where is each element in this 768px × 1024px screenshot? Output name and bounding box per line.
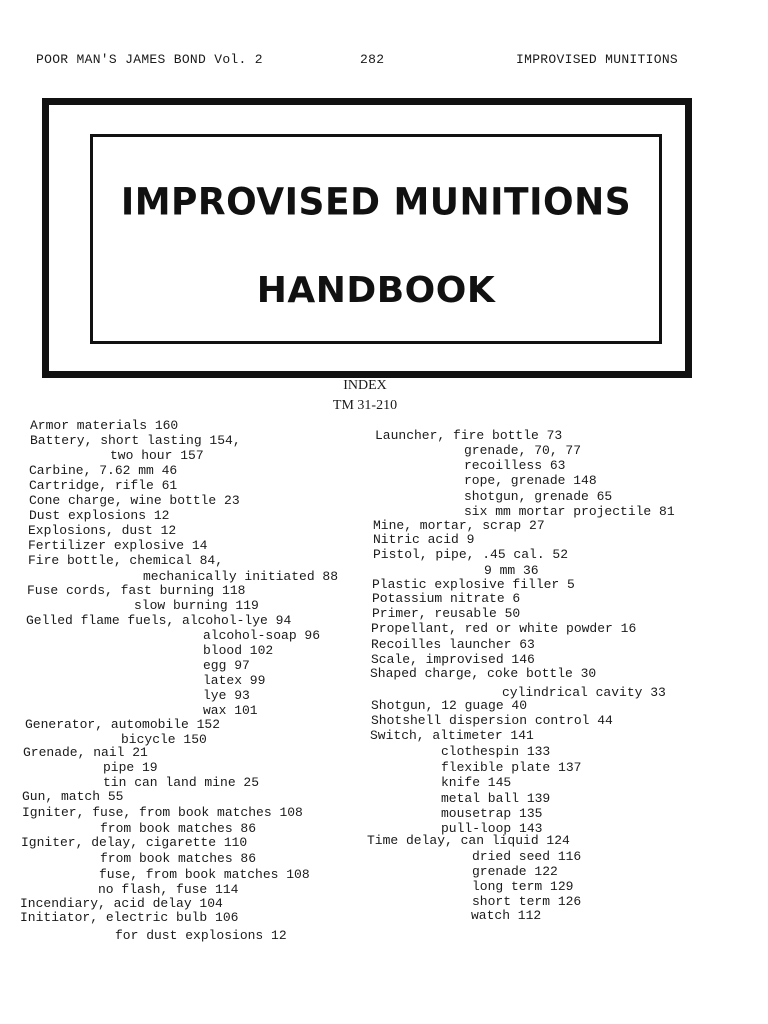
index-entry: Propellant, red or white powder 16	[371, 621, 637, 636]
index-entry: pull-loop 143	[441, 821, 543, 836]
index-entry: mechanically initiated 88	[143, 569, 339, 584]
index-entry: latex 99	[203, 673, 266, 688]
index-entry: shotgun, grenade 65	[464, 489, 613, 504]
index-entry: Primer, reusable 50	[372, 606, 521, 621]
index-entry: bicycle 150	[121, 732, 207, 747]
index-entry: rope, grenade 148	[464, 473, 597, 488]
index-entry: slow burning 119	[134, 598, 259, 613]
index-entry: Plastic explosive filler 5	[372, 577, 575, 592]
index-entry: six mm mortar projectile 81	[464, 504, 675, 519]
index-entry: Fuse cords, fast burning 118	[27, 583, 246, 598]
index-entry: Scale, improvised 146	[371, 652, 535, 667]
index-entry: long term 129	[472, 879, 574, 894]
index-entry: 9 mm 36	[484, 563, 539, 578]
index-entry: Cartridge, rifle 61	[29, 478, 178, 493]
index-entry: Initiator, electric bulb 106	[20, 910, 239, 925]
index-entry: Pistol, pipe, .45 cal. 52	[373, 547, 569, 562]
index-entry: Mine, mortar, scrap 27	[373, 518, 545, 533]
index-entry: fuse, from book matches 108	[99, 867, 310, 882]
title-inner-frame	[90, 134, 662, 344]
index-entry: Recoilles launcher 63	[371, 637, 535, 652]
index-entry: Fertilizer explosive 14	[28, 538, 208, 553]
index-entry: Shotshell dispersion control 44	[371, 713, 613, 728]
index-entry: two hour 157	[110, 448, 204, 463]
running-header-left: POOR MAN'S JAMES BOND Vol. 2	[36, 52, 263, 67]
index-entry: mousetrap 135	[441, 806, 543, 821]
index-entry: Potassium nitrate 6	[372, 591, 521, 606]
index-entry: clothespin 133	[441, 744, 551, 759]
index-entry: blood 102	[203, 643, 274, 658]
index-entry: metal ball 139	[441, 791, 551, 806]
index-entry: lye 93	[203, 688, 250, 703]
index-entry: Shaped charge, coke bottle 30	[370, 666, 597, 681]
index-entry: Launcher, fire bottle 73	[375, 428, 563, 443]
index-entry: Switch, altimeter 141	[370, 728, 534, 743]
index-entry: Dust explosions 12	[29, 508, 170, 523]
index-entry: Grenade, nail 21	[23, 745, 148, 760]
title-line-2: HANDBOOK	[256, 270, 496, 311]
index-entry: wax 101	[203, 703, 258, 718]
index-entry: Gun, match 55	[22, 789, 124, 804]
index-entry: tin can land mine 25	[103, 775, 260, 790]
index-entry: no flash, fuse 114	[98, 882, 239, 897]
index-entry: from book matches 86	[100, 821, 257, 836]
index-entry: Battery, short lasting 154,	[30, 433, 241, 448]
running-header-right: IMPROVISED MUNITIONS	[516, 52, 679, 67]
index-entry: Carbine, 7.62 mm 46	[29, 463, 178, 478]
index-entry: knife 145	[441, 775, 512, 790]
index-entry: Nitric acid 9	[373, 532, 475, 547]
index-entry: grenade 122	[472, 864, 558, 879]
index-entry: dried seed 116	[472, 849, 582, 864]
index-entry: Gelled flame fuels, alcohol-lye 94	[26, 613, 292, 628]
index-entry: for dust explosions 12	[115, 928, 287, 943]
index-entry: Cone charge, wine bottle 23	[29, 493, 240, 508]
index-entry: Igniter, fuse, from book matches 108	[22, 805, 303, 820]
index-entry: Fire bottle, chemical 84,	[28, 553, 224, 568]
index-entry: Time delay, can liquid 124	[367, 833, 570, 848]
index-entry: Shotgun, 12 guage 40	[371, 698, 528, 713]
index-entry: Generator, automobile 152	[25, 717, 221, 732]
index-entry: pipe 19	[103, 760, 158, 775]
index-entry: Incendiary, acid delay 104	[20, 896, 223, 911]
index-entry: flexible plate 137	[441, 760, 582, 775]
title-line-1: IMPROVISED MUNITIONS	[120, 180, 632, 225]
page-number: 282	[360, 52, 385, 67]
index-entry: recoilless 63	[464, 458, 566, 473]
index-entry: short term 126	[472, 894, 582, 909]
index-entry: watch 112	[471, 908, 542, 923]
index-entry: cylindrical cavity 33	[502, 685, 666, 700]
index-subheading: TM 31-210	[332, 398, 398, 413]
index-entry: egg 97	[203, 658, 250, 673]
index-entry: from book matches 86	[100, 851, 257, 866]
index-entry: grenade, 70, 77	[464, 443, 582, 458]
index-entry: Armor materials 160	[30, 418, 179, 433]
index-entry: alcohol-soap 96	[203, 628, 321, 643]
index-entry: Igniter, delay, cigarette 110	[21, 835, 248, 850]
index-heading: INDEX	[343, 378, 387, 393]
index-entry: Explosions, dust 12	[28, 523, 177, 538]
